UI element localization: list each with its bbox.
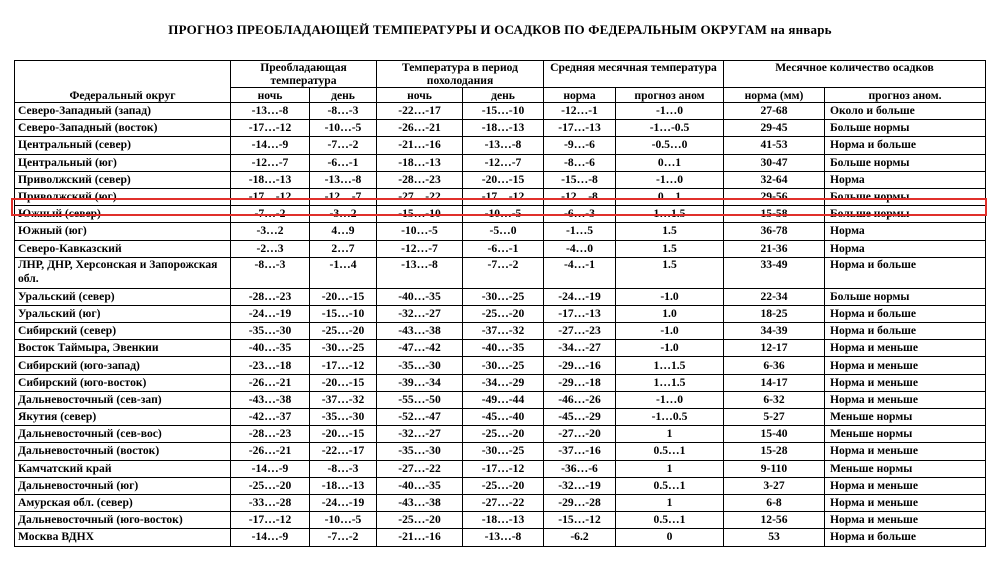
header-night: ночь: [377, 88, 463, 103]
header-forecast-anomaly: прогноз аном.: [825, 88, 986, 103]
cell-mean-forecast: -1…0.5: [616, 409, 724, 426]
cell-precip-norm: 29-45: [724, 120, 825, 137]
cell-precip-norm: 6-36: [724, 357, 825, 374]
cell-precip-forecast: Норма и больше: [825, 257, 986, 288]
cell-mean-forecast: 1: [616, 426, 724, 443]
cell-cold-night: -39…-34: [377, 374, 463, 391]
cell-mean-forecast: 0.5…1: [616, 443, 724, 460]
cell-mean-forecast: -1…-0.5: [616, 120, 724, 137]
cell-prevailing-night: -23…-18: [231, 357, 310, 374]
cell-cold-day: -30…-25: [463, 443, 544, 460]
cell-cold-night: -28…-23: [377, 171, 463, 188]
cell-cold-night: -32…-27: [377, 305, 463, 322]
cell-prevailing-day: -35…-30: [310, 409, 377, 426]
cell-prevailing-day: -15…-10: [310, 305, 377, 322]
cell-mean-forecast: 1.5: [616, 223, 724, 240]
cell-mean-norm: -9…-6: [544, 137, 616, 154]
cell-precip-norm: 15-40: [724, 426, 825, 443]
header-norm: норма: [544, 88, 616, 103]
cell-cold-night: -43…-38: [377, 323, 463, 340]
cell-cold-night: -40…-35: [377, 288, 463, 305]
cell-mean-forecast: 1: [616, 460, 724, 477]
cell-mean-forecast: 0…1: [616, 188, 724, 205]
cell-mean-norm: -1…5: [544, 223, 616, 240]
cell-prevailing-night: -26…-21: [231, 443, 310, 460]
cell-precip-forecast: Норма и больше: [825, 305, 986, 322]
cell-prevailing-day: -22…-17: [310, 443, 377, 460]
cell-mean-norm: -29…-18: [544, 374, 616, 391]
cell-district: ЛНР, ДНР, Херсонская и Запорожская обл.: [15, 257, 231, 288]
cell-mean-norm: -12…-1: [544, 103, 616, 120]
cell-precip-norm: 30-47: [724, 154, 825, 171]
cell-precip-norm: 53: [724, 529, 825, 546]
cell-cold-day: -30…-25: [463, 288, 544, 305]
cell-cold-day: -7…-2: [463, 257, 544, 288]
cell-cold-day: -20…-15: [463, 171, 544, 188]
cell-mean-forecast: -0.5…0: [616, 137, 724, 154]
cell-cold-night: -21…-16: [377, 529, 463, 546]
cell-precip-norm: 21-36: [724, 240, 825, 257]
table-row: [15, 460, 986, 477]
cell-precip-forecast: Норма: [825, 223, 986, 240]
table-row: [15, 154, 986, 171]
cell-cold-night: -35…-30: [377, 443, 463, 460]
forecast-table: [14, 60, 986, 547]
cell-cold-day: -18…-13: [463, 120, 544, 137]
cell-prevailing-night: -3…2: [231, 223, 310, 240]
cell-prevailing-night: -28…-23: [231, 426, 310, 443]
table-row: [15, 120, 986, 137]
cell-cold-day: -12…-7: [463, 154, 544, 171]
cell-prevailing-day: -8…-3: [310, 460, 377, 477]
cell-mean-norm: -37…-16: [544, 443, 616, 460]
cell-mean-norm: -4…0: [544, 240, 616, 257]
cell-prevailing-night: -14…-9: [231, 460, 310, 477]
cell-mean-forecast: 1…1.5: [616, 374, 724, 391]
cell-district: Центральный (север): [15, 137, 231, 154]
cell-mean-forecast: -1…0: [616, 391, 724, 408]
cell-precip-forecast: Норма и меньше: [825, 494, 986, 511]
cell-mean-forecast: 1.5: [616, 240, 724, 257]
cell-prevailing-day: -25…-20: [310, 323, 377, 340]
cell-district: Дальневосточный (юго-восток): [15, 512, 231, 529]
cell-mean-forecast: 0.5…1: [616, 477, 724, 494]
cell-cold-day: -30…-25: [463, 357, 544, 374]
cell-precip-norm: 3-27: [724, 477, 825, 494]
cell-precip-norm: 14-17: [724, 374, 825, 391]
header-prevailing-temperature: Преобладающая температура: [231, 61, 377, 88]
table-row: [15, 323, 986, 340]
cell-precip-forecast: Меньше нормы: [825, 460, 986, 477]
cell-precip-norm: 5-27: [724, 409, 825, 426]
cell-cold-day: -25…-20: [463, 305, 544, 322]
cell-cold-day: -40…-35: [463, 340, 544, 357]
cell-prevailing-day: 4…9: [310, 223, 377, 240]
cell-prevailing-night: -25…-20: [231, 477, 310, 494]
cell-mean-forecast: -1…0: [616, 103, 724, 120]
table-row: [15, 391, 986, 408]
cell-mean-norm: -4…-1: [544, 257, 616, 288]
cell-prevailing-day: -30…-25: [310, 340, 377, 357]
cell-prevailing-night: -42…-37: [231, 409, 310, 426]
cell-prevailing-day: -17…-12: [310, 357, 377, 374]
cell-cold-night: -43…-38: [377, 494, 463, 511]
table-row: [15, 257, 986, 288]
cell-district: Южный (север): [15, 206, 231, 223]
cell-cold-day: -27…-22: [463, 494, 544, 511]
cell-prevailing-night: -40…-35: [231, 340, 310, 357]
cell-precip-norm: 32-64: [724, 171, 825, 188]
cell-precip-forecast: Меньше нормы: [825, 426, 986, 443]
cell-cold-night: -18…-13: [377, 154, 463, 171]
cell-cold-day: -17…-12: [463, 188, 544, 205]
cell-cold-night: -40…-35: [377, 477, 463, 494]
cell-precip-forecast: Больше нормы: [825, 188, 986, 205]
cell-mean-norm: -15…-8: [544, 171, 616, 188]
table-row: [15, 494, 986, 511]
cell-prevailing-night: -7…-2: [231, 206, 310, 223]
cell-prevailing-day: -20…-15: [310, 374, 377, 391]
table-row: [15, 477, 986, 494]
table-row: [15, 171, 986, 188]
cell-mean-forecast: -1.0: [616, 288, 724, 305]
cell-cold-day: -17…-12: [463, 460, 544, 477]
table-row: [15, 223, 986, 240]
cell-prevailing-day: -7…-2: [310, 529, 377, 546]
cell-mean-forecast: 0…1: [616, 154, 724, 171]
cell-mean-norm: -17…-13: [544, 120, 616, 137]
cell-mean-forecast: -1.0: [616, 340, 724, 357]
cell-mean-norm: -24…-19: [544, 288, 616, 305]
table-row: [15, 374, 986, 391]
cell-cold-night: -47…-42: [377, 340, 463, 357]
page-title: ПРОГНОЗ ПРЕОБЛАДАЮЩЕЙ ТЕМПЕРАТУРЫ И ОСАДКОВ ПО ФЕДЕРАЛЬНЫМ ОКРУГАМ на январь: [168, 22, 832, 37]
cell-precip-forecast: Норма: [825, 240, 986, 257]
cell-district: Амурская обл. (север): [15, 494, 231, 511]
cell-precip-norm: 6-32: [724, 391, 825, 408]
cell-mean-forecast: 1.0: [616, 305, 724, 322]
cell-precip-norm: 9-110: [724, 460, 825, 477]
cell-mean-forecast: 1: [616, 494, 724, 511]
cell-cold-night: -22…-17: [377, 103, 463, 120]
cell-cold-day: -6…-1: [463, 240, 544, 257]
cell-prevailing-day: -24…-19: [310, 494, 377, 511]
cell-prevailing-night: -35…-30: [231, 323, 310, 340]
cell-prevailing-day: -10…-5: [310, 120, 377, 137]
cell-prevailing-night: -26…-21: [231, 374, 310, 391]
cell-prevailing-day: -8…-3: [310, 103, 377, 120]
cell-district: Сибирский (север): [15, 323, 231, 340]
cell-cold-night: -12…-7: [377, 240, 463, 257]
cell-precip-forecast: Больше нормы: [825, 120, 986, 137]
cell-mean-forecast: 0.5…1: [616, 512, 724, 529]
cell-district: Сибирский (юго-восток): [15, 374, 231, 391]
cell-precip-forecast: Больше нормы: [825, 206, 986, 223]
cell-precip-forecast: Норма и меньше: [825, 357, 986, 374]
header-day: день: [463, 88, 544, 103]
cell-cold-night: -25…-20: [377, 512, 463, 529]
cell-mean-norm: -12…-8: [544, 188, 616, 205]
cell-prevailing-day: -37…-32: [310, 391, 377, 408]
cell-prevailing-night: -14…-9: [231, 529, 310, 546]
cell-district: Восток Таймыра, Эвенкии: [15, 340, 231, 357]
cell-mean-norm: -6…-3: [544, 206, 616, 223]
cell-precip-forecast: Норма и меньше: [825, 477, 986, 494]
cell-prevailing-day: -7…-2: [310, 137, 377, 154]
cell-prevailing-night: -17…-12: [231, 120, 310, 137]
cell-mean-forecast: 1…1.5: [616, 206, 724, 223]
table-row: [15, 305, 986, 322]
cell-prevailing-night: -18…-13: [231, 171, 310, 188]
header-mean-monthly-temperature: Средняя месячная температура: [544, 61, 724, 88]
cell-cold-day: -45…-40: [463, 409, 544, 426]
cell-district: Уральский (юг): [15, 305, 231, 322]
cell-mean-forecast: -1.0: [616, 323, 724, 340]
cell-precip-norm: 15-58: [724, 206, 825, 223]
cell-mean-norm: -6.2: [544, 529, 616, 546]
cell-district: Москва ВДНХ: [15, 529, 231, 546]
cell-prevailing-night: -17…-12: [231, 188, 310, 205]
cell-precip-forecast: Норма: [825, 171, 986, 188]
cell-precip-norm: 15-28: [724, 443, 825, 460]
cell-cold-night: -15…-10: [377, 206, 463, 223]
cell-mean-forecast: 1…1.5: [616, 357, 724, 374]
cell-district: Южный (юг): [15, 223, 231, 240]
cell-prevailing-night: -2…3: [231, 240, 310, 257]
cell-precip-forecast: Больше нормы: [825, 288, 986, 305]
cell-cold-night: -27…-22: [377, 460, 463, 477]
cell-precip-norm: 29-56: [724, 188, 825, 205]
cell-precip-norm: 6-8: [724, 494, 825, 511]
cell-mean-norm: -34…-27: [544, 340, 616, 357]
cell-precip-norm: 36-78: [724, 223, 825, 240]
cell-cold-day: -34…-29: [463, 374, 544, 391]
cell-cold-night: -35…-30: [377, 357, 463, 374]
header-forecast-anomaly: прогноз аном: [616, 88, 724, 103]
cell-prevailing-day: 2…7: [310, 240, 377, 257]
cell-cold-day: -18…-13: [463, 512, 544, 529]
cell-precip-norm: 33-49: [724, 257, 825, 288]
table-row: [15, 357, 986, 374]
cell-precip-forecast: Норма и меньше: [825, 340, 986, 357]
header-cold-period-temperature: Температура в период похолодания: [377, 61, 544, 88]
cell-prevailing-day: -10…-5: [310, 512, 377, 529]
cell-cold-night: -26…-21: [377, 120, 463, 137]
cell-cold-night: -52…-47: [377, 409, 463, 426]
cell-mean-norm: -45…-29: [544, 409, 616, 426]
cell-cold-night: -21…-16: [377, 137, 463, 154]
cell-precip-forecast: Норма и больше: [825, 323, 986, 340]
cell-prevailing-night: -8…-3: [231, 257, 310, 288]
cell-cold-day: -49…-44: [463, 391, 544, 408]
cell-precip-forecast: Меньше нормы: [825, 409, 986, 426]
cell-precip-forecast: Около и больше: [825, 103, 986, 120]
table-row: [15, 340, 986, 357]
cell-precip-forecast: Норма и меньше: [825, 443, 986, 460]
cell-district: Центральный (юг): [15, 154, 231, 171]
cell-cold-night: -13…-8: [377, 257, 463, 288]
table-row: [15, 240, 986, 257]
cell-cold-day: -25…-20: [463, 426, 544, 443]
cell-prevailing-day: -12…-7: [310, 188, 377, 205]
cell-cold-day: -37…-32: [463, 323, 544, 340]
cell-precip-norm: 41-53: [724, 137, 825, 154]
cell-precip-forecast: Норма и меньше: [825, 512, 986, 529]
cell-mean-norm: -27…-20: [544, 426, 616, 443]
cell-precip-forecast: Норма и меньше: [825, 391, 986, 408]
cell-district: Приволжский (север): [15, 171, 231, 188]
cell-cold-night: -32…-27: [377, 426, 463, 443]
cell-mean-norm: -27…-23: [544, 323, 616, 340]
cell-mean-forecast: 0: [616, 529, 724, 546]
cell-cold-day: -15…-10: [463, 103, 544, 120]
cell-district: Северо-Кавказский: [15, 240, 231, 257]
cell-precip-norm: 12-56: [724, 512, 825, 529]
cell-cold-day: -25…-20: [463, 477, 544, 494]
cell-precip-norm: 18-25: [724, 305, 825, 322]
cell-prevailing-night: -43…-38: [231, 391, 310, 408]
cell-cold-day: -10…-5: [463, 206, 544, 223]
cell-precip-norm: 34-39: [724, 323, 825, 340]
cell-district: Дальневосточный (юг): [15, 477, 231, 494]
cell-precip-forecast: Норма и меньше: [825, 374, 986, 391]
header-district: Федеральный округ: [15, 61, 231, 103]
table-row: [15, 103, 986, 120]
cell-cold-night: -55…-50: [377, 391, 463, 408]
table-row: [15, 288, 986, 305]
cell-mean-norm: -29…-16: [544, 357, 616, 374]
cell-district: Дальневосточный (сев-вос): [15, 426, 231, 443]
header-day: день: [310, 88, 377, 103]
cell-precip-norm: 22-34: [724, 288, 825, 305]
cell-prevailing-night: -28…-23: [231, 288, 310, 305]
table-row: [15, 512, 986, 529]
cell-prevailing-night: -12…-7: [231, 154, 310, 171]
cell-district: Приволжский (юг): [15, 188, 231, 205]
cell-district: Камчатский край: [15, 460, 231, 477]
table-row: [15, 443, 986, 460]
header-night: ночь: [231, 88, 310, 103]
table-row: [15, 529, 986, 546]
cell-prevailing-day: -3…2: [310, 206, 377, 223]
table-row: [15, 409, 986, 426]
table-row: [15, 188, 986, 205]
header-monthly-precipitation: Месячное количество осадков: [724, 61, 986, 88]
cell-cold-night: -10…-5: [377, 223, 463, 240]
table-row: [15, 426, 986, 443]
cell-cold-day: -13…-8: [463, 137, 544, 154]
cell-district: Северо-Западный (восток): [15, 120, 231, 137]
cell-district: Дальневосточный (сев-зап): [15, 391, 231, 408]
cell-prevailing-day: -18…-13: [310, 477, 377, 494]
cell-precip-forecast: Норма и больше: [825, 529, 986, 546]
cell-district: Сибирский (юго-запад): [15, 357, 231, 374]
cell-district: Дальневосточный (восток): [15, 443, 231, 460]
cell-precip-forecast: Норма и больше: [825, 137, 986, 154]
cell-prevailing-day: -6…-1: [310, 154, 377, 171]
cell-prevailing-day: -20…-15: [310, 288, 377, 305]
cell-cold-night: -27…-22: [377, 188, 463, 205]
cell-mean-norm: -32…-19: [544, 477, 616, 494]
cell-prevailing-night: -33…-28: [231, 494, 310, 511]
cell-mean-forecast: -1…0: [616, 171, 724, 188]
cell-mean-norm: -15…-12: [544, 512, 616, 529]
cell-mean-forecast: 1.5: [616, 257, 724, 288]
cell-district: Уральский (север): [15, 288, 231, 305]
cell-prevailing-day: -20…-15: [310, 426, 377, 443]
cell-mean-norm: -46…-26: [544, 391, 616, 408]
cell-district: Якутия (север): [15, 409, 231, 426]
cell-precip-norm: 27-68: [724, 103, 825, 120]
cell-prevailing-day: -13…-8: [310, 171, 377, 188]
cell-precip-norm: 12-17: [724, 340, 825, 357]
cell-precip-forecast: Больше нормы: [825, 154, 986, 171]
cell-mean-norm: -8…-6: [544, 154, 616, 171]
header-norm-mm: норма (мм): [724, 88, 825, 103]
cell-prevailing-night: -17…-12: [231, 512, 310, 529]
cell-mean-norm: -17…-13: [544, 305, 616, 322]
table-row: [15, 137, 986, 154]
cell-cold-day: -5…0: [463, 223, 544, 240]
cell-prevailing-day: -1…4: [310, 257, 377, 288]
cell-prevailing-night: -14…-9: [231, 137, 310, 154]
cell-district: Северо-Западный (запад): [15, 103, 231, 120]
cell-mean-norm: -36…-6: [544, 460, 616, 477]
table-row: [15, 206, 986, 223]
cell-prevailing-night: -13…-8: [231, 103, 310, 120]
cell-mean-norm: -29…-28: [544, 494, 616, 511]
cell-cold-day: -13…-8: [463, 529, 544, 546]
cell-prevailing-night: -24…-19: [231, 305, 310, 322]
